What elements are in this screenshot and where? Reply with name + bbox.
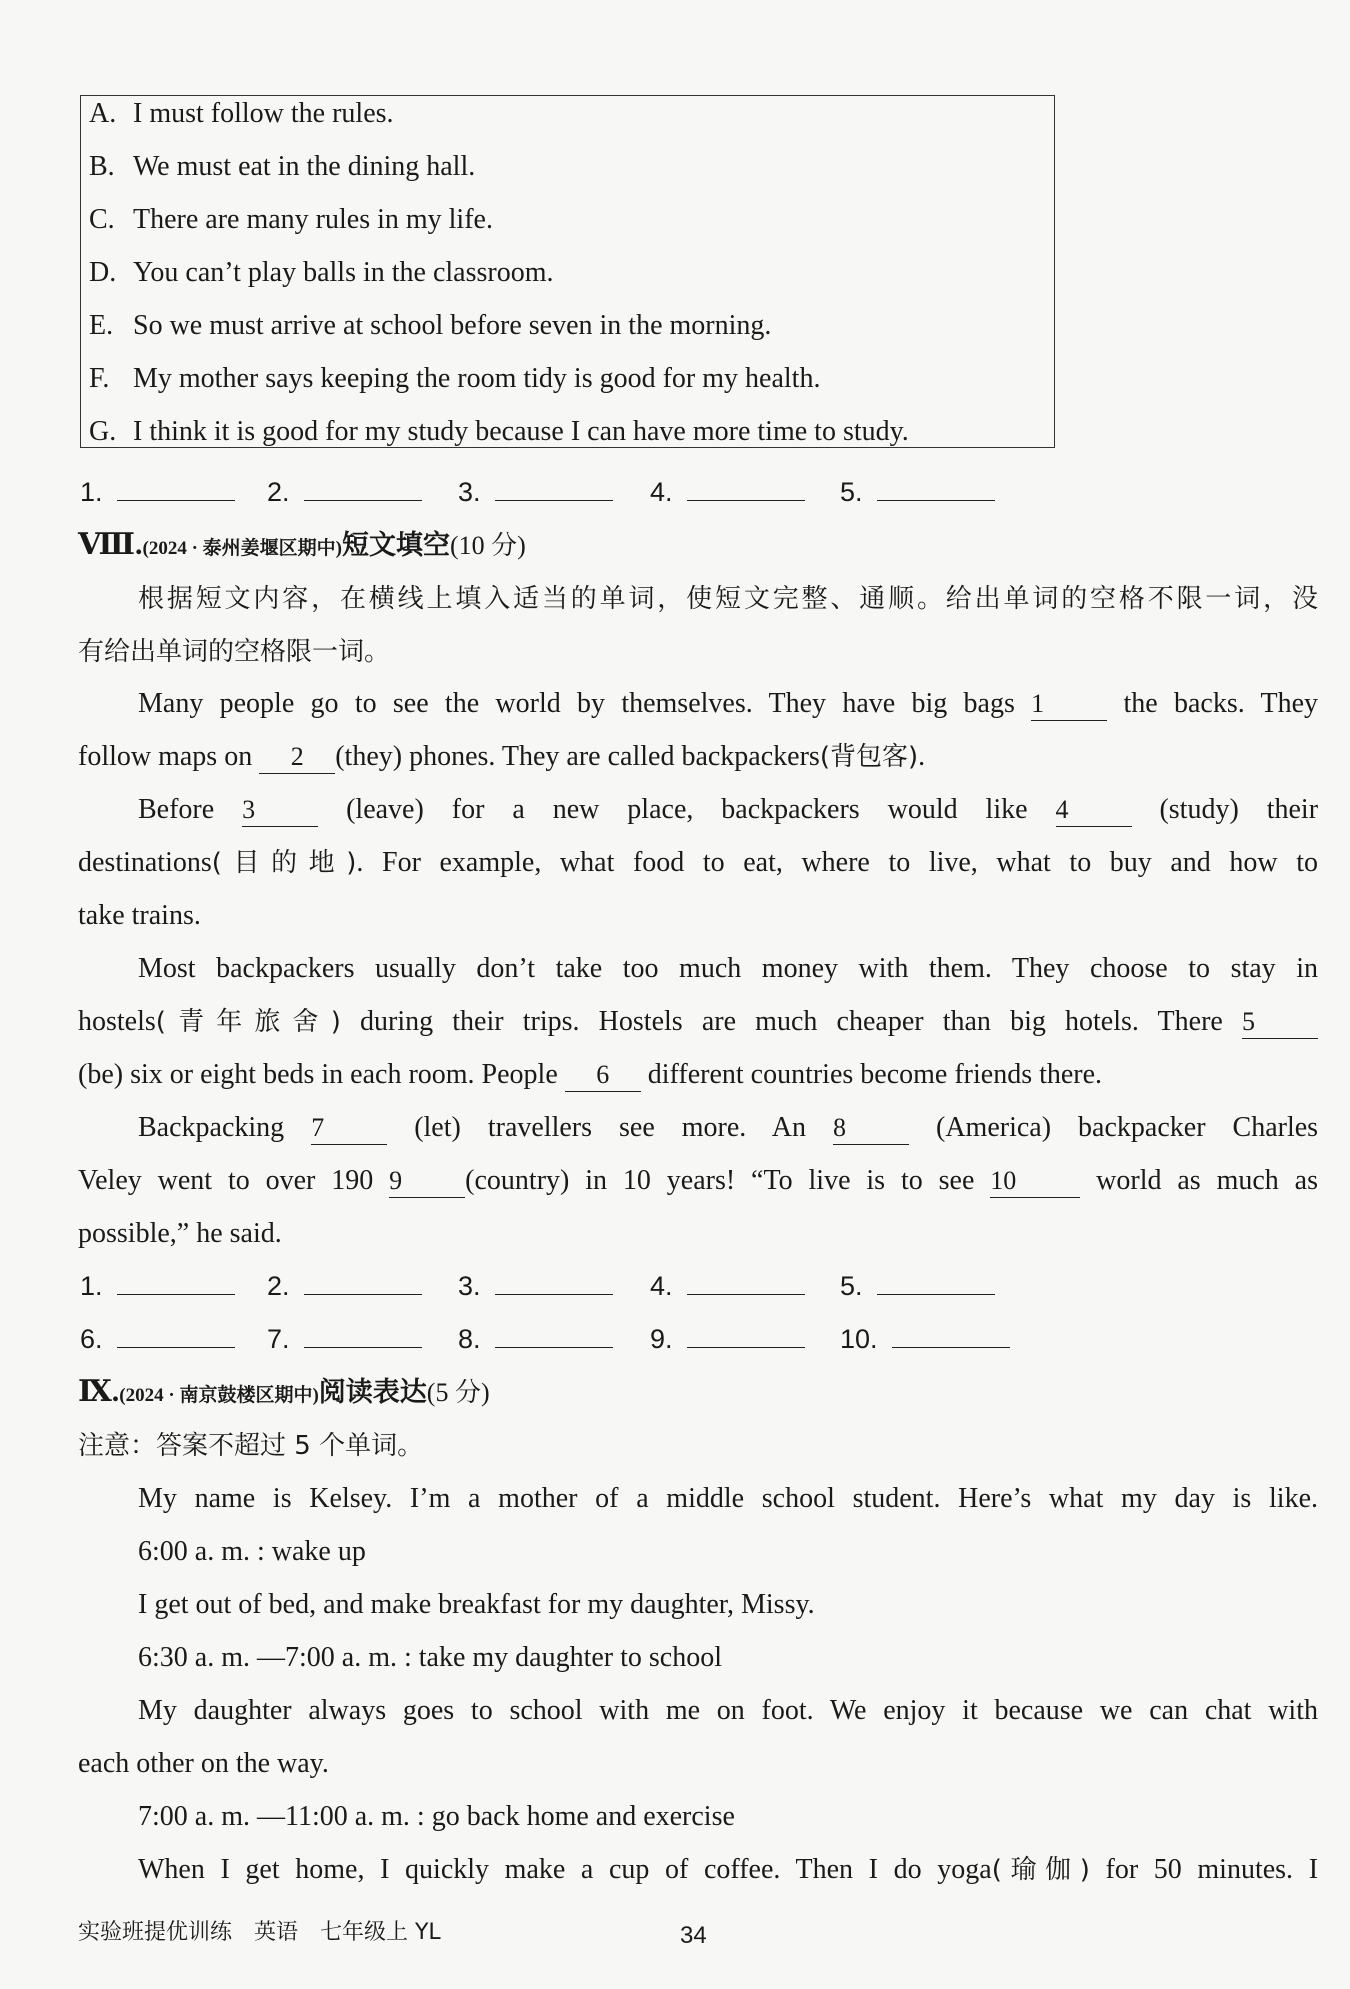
answer-slot-5[interactable] bbox=[840, 1268, 995, 1304]
blank-number: 4 bbox=[1055, 795, 1069, 824]
blank-10[interactable] bbox=[990, 1165, 1080, 1198]
section-points: (10 分) bbox=[450, 531, 526, 560]
note-line: 注意：答案不超过 5 个单词。 bbox=[78, 1431, 424, 1461]
option-g bbox=[89, 414, 1046, 467]
option-letter: D. bbox=[89, 257, 117, 288]
blank-1[interactable] bbox=[1031, 688, 1107, 721]
passage-text: Before bbox=[138, 794, 215, 825]
chinese-gloss: (瑜伽) bbox=[991, 1855, 1090, 1885]
passage-text: Backpacking bbox=[138, 1112, 285, 1143]
passage-line: My daughter always goes to school with me on foot. We enjoy it because we can chat with bbox=[138, 1695, 1318, 1726]
section-source: (2024 · 泰州姜堰区期中) bbox=[142, 538, 342, 559]
option-text: You can’t play balls in the classroom. bbox=[133, 257, 554, 288]
option-letter: C. bbox=[89, 204, 115, 235]
answer-label: 7. bbox=[267, 1324, 290, 1354]
blank-number: 7 bbox=[311, 1113, 325, 1142]
chinese-gloss: (背包客) bbox=[819, 742, 919, 772]
passage-text: When I get home, I quickly make a cup of coffee. Then I do yoga bbox=[138, 1854, 992, 1885]
option-text: There are many rules in my life. bbox=[133, 204, 493, 235]
option-text: My mother says keeping the room tidy is good for my health. bbox=[133, 363, 821, 394]
answer-label: 1. bbox=[80, 477, 103, 507]
passage-line bbox=[138, 684, 1318, 724]
passage-line bbox=[78, 1002, 1318, 1042]
blank-number: 8 bbox=[833, 1113, 846, 1142]
answer-slot-4[interactable] bbox=[650, 1268, 805, 1304]
section-9-heading bbox=[78, 1372, 490, 1412]
answer-line[interactable] bbox=[495, 1321, 613, 1348]
passage-text: destinations bbox=[78, 847, 212, 878]
instruction-line-1: 根据短文内容，在横线上填入适当的单词，使短文完整、通顺。给出单词的空格不限一词，没 bbox=[138, 584, 1318, 614]
blank-3[interactable] bbox=[242, 794, 318, 827]
answer-slot-4[interactable] bbox=[650, 474, 805, 510]
passage-text: . bbox=[918, 741, 926, 772]
section-points: (5 分) bbox=[426, 1378, 490, 1407]
option-e bbox=[89, 308, 1046, 361]
passage-text: the backs. They bbox=[1123, 688, 1319, 719]
option-d bbox=[89, 255, 1046, 308]
answer-line[interactable] bbox=[304, 1321, 422, 1348]
passage-line: possible,” he said. bbox=[78, 1218, 282, 1249]
passage-line: My name is Kelsey. I’m a mother of a middle school student. Here’s what my day is like. bbox=[138, 1483, 1318, 1514]
blank-number: 5 bbox=[1242, 1007, 1255, 1036]
answer-slot-1[interactable] bbox=[80, 474, 235, 510]
section-8-heading bbox=[78, 525, 526, 565]
option-b bbox=[89, 149, 1046, 202]
answer-line[interactable] bbox=[304, 474, 422, 501]
answer-slot-8[interactable] bbox=[458, 1321, 613, 1357]
answer-slot-7[interactable] bbox=[267, 1321, 422, 1357]
option-text: So we must arrive at school before seven in the morning. bbox=[133, 310, 772, 341]
answer-line[interactable] bbox=[117, 1268, 235, 1295]
answer-line[interactable] bbox=[877, 474, 995, 501]
answer-label: 3. bbox=[458, 1271, 481, 1301]
answer-label: 2. bbox=[267, 477, 290, 507]
passage-text: Many people go to see the world by themselves. They have big bags bbox=[138, 688, 1015, 719]
answer-line[interactable] bbox=[117, 474, 235, 501]
blank-number: 9 bbox=[389, 1166, 403, 1195]
section-title: 短文填空 bbox=[342, 530, 450, 561]
answer-label: 3. bbox=[458, 477, 481, 507]
blank-7[interactable] bbox=[311, 1112, 387, 1145]
schedule-time: 7:00 a. m. —11:00 a. m. : go back home and exercise bbox=[138, 1801, 735, 1832]
answer-label: 6. bbox=[80, 1324, 103, 1354]
instruction-line-2: 有给出单词的空格限一词。 bbox=[78, 637, 391, 667]
passage-text: (let) travellers see more. An bbox=[414, 1112, 806, 1143]
blank-6[interactable] bbox=[565, 1059, 641, 1092]
answer-label: 10. bbox=[840, 1324, 878, 1354]
answer-slot-5[interactable] bbox=[840, 474, 995, 510]
passage-line bbox=[138, 1850, 1318, 1890]
answer-line[interactable] bbox=[877, 1268, 995, 1295]
answer-slot-10[interactable] bbox=[840, 1321, 1010, 1357]
passage-line: Most backpackers usually don’t take too much money with them. They choose to stay in bbox=[138, 953, 1318, 984]
passage-text: during their trips. Hostels are much cheaper than big hotels. There bbox=[360, 1006, 1223, 1037]
passage-text: (be) six or eight beds in each room. People bbox=[78, 1059, 558, 1090]
passage-line bbox=[138, 790, 1318, 830]
answer-slot-3[interactable] bbox=[458, 474, 613, 510]
answer-line[interactable] bbox=[892, 1321, 1010, 1348]
answer-slot-2[interactable] bbox=[267, 1268, 422, 1304]
section-source: (2024 · 南京鼓楼区期中) bbox=[119, 1385, 319, 1406]
schedule-time: 6:30 a. m. —7:00 a. m. : take my daughter to school bbox=[138, 1642, 723, 1673]
answer-label: 4. bbox=[650, 1271, 673, 1301]
passage-text: . For example, what food to eat, where to live, what to buy and how to bbox=[356, 847, 1318, 878]
answer-line[interactable] bbox=[687, 1321, 805, 1348]
passage-text: (they) phones. They are called backpackers bbox=[335, 741, 820, 772]
answer-line[interactable] bbox=[495, 1268, 613, 1295]
answer-label: 5. bbox=[840, 477, 863, 507]
option-letter: E. bbox=[89, 310, 114, 341]
blank-number: 10 bbox=[990, 1166, 1017, 1195]
option-text: I must follow the rules. bbox=[133, 98, 394, 129]
chinese-gloss: (目的地) bbox=[211, 848, 357, 878]
passage-line bbox=[138, 1108, 1318, 1148]
answer-slot-9[interactable] bbox=[650, 1321, 805, 1357]
blank-number: 3 bbox=[242, 795, 256, 824]
blank-number: 6 bbox=[596, 1060, 610, 1089]
blank-number: 2 bbox=[290, 742, 304, 771]
answer-line[interactable] bbox=[687, 1268, 805, 1295]
option-c bbox=[89, 202, 1046, 255]
passage-line: I get out of bed, and make breakfast for my daughter, Missy. bbox=[138, 1589, 815, 1620]
answer-line[interactable] bbox=[117, 1321, 235, 1348]
blank-4[interactable] bbox=[1056, 794, 1132, 827]
answer-label: 1. bbox=[80, 1271, 103, 1301]
answer-label: 8. bbox=[458, 1324, 481, 1354]
passage-line: each other on the way. bbox=[78, 1748, 329, 1779]
answer-label: 5. bbox=[840, 1271, 863, 1301]
passage-text: hostels bbox=[78, 1006, 156, 1037]
answer-line[interactable] bbox=[495, 474, 613, 501]
passage-text: follow maps on bbox=[78, 741, 253, 772]
answer-slot-3[interactable] bbox=[458, 1268, 613, 1304]
passage-line bbox=[78, 843, 1318, 883]
option-text: I think it is good for my study because I can have more time to study. bbox=[133, 416, 909, 447]
answer-slot-1[interactable] bbox=[80, 1268, 235, 1304]
option-text: We must eat in the dining hall. bbox=[133, 151, 476, 182]
passage-text: (leave) for a new place, backpackers would like bbox=[346, 794, 1028, 825]
passage-line: take trains. bbox=[78, 900, 201, 931]
schedule-time: 6:00 a. m. : wake up bbox=[138, 1536, 366, 1567]
section-number: Ⅸ. bbox=[78, 1375, 120, 1408]
passage-text: (America) backpacker Charles bbox=[936, 1112, 1319, 1143]
passage-line bbox=[78, 1161, 1318, 1201]
answer-line[interactable] bbox=[304, 1268, 422, 1295]
passage-text: for 50 minutes. I bbox=[1105, 1854, 1319, 1885]
options-box bbox=[80, 95, 1055, 448]
answer-label: 4. bbox=[650, 477, 673, 507]
answer-slot-6[interactable] bbox=[80, 1321, 235, 1357]
option-letter: F. bbox=[89, 363, 110, 394]
blank-5[interactable] bbox=[1242, 1006, 1318, 1039]
footer-book-title: 实验班提优训练 英语 七年级上 YL bbox=[78, 1920, 441, 1945]
passage-line bbox=[78, 1055, 1102, 1095]
passage-text: (study) their bbox=[1159, 794, 1319, 825]
answer-label: 9. bbox=[650, 1324, 673, 1354]
blank-2[interactable] bbox=[259, 741, 335, 774]
blank-8[interactable] bbox=[833, 1112, 909, 1145]
blank-9[interactable] bbox=[389, 1165, 465, 1198]
blank-number: 1 bbox=[1031, 689, 1045, 718]
passage-text: world as much as bbox=[1096, 1165, 1319, 1196]
option-letter: A. bbox=[89, 98, 117, 129]
chinese-gloss: (青年旅舍) bbox=[155, 1007, 341, 1037]
section-number: Ⅷ. bbox=[78, 528, 143, 561]
passage-text: different countries become friends there. bbox=[647, 1059, 1103, 1090]
passage-line bbox=[78, 737, 925, 777]
answer-slot-2[interactable] bbox=[267, 474, 422, 510]
option-letter: G. bbox=[89, 416, 117, 447]
answer-line[interactable] bbox=[687, 474, 805, 501]
passage-text: (country) in 10 years! “To live is to see bbox=[465, 1165, 975, 1196]
answer-label: 2. bbox=[267, 1271, 290, 1301]
option-letter: B. bbox=[89, 151, 115, 182]
page-number: 34 bbox=[680, 1922, 707, 1949]
section-title: 阅读表达 bbox=[318, 1377, 427, 1408]
passage-text: Veley went to over 190 bbox=[78, 1165, 374, 1196]
option-a bbox=[89, 96, 1046, 149]
option-f bbox=[89, 361, 1046, 414]
